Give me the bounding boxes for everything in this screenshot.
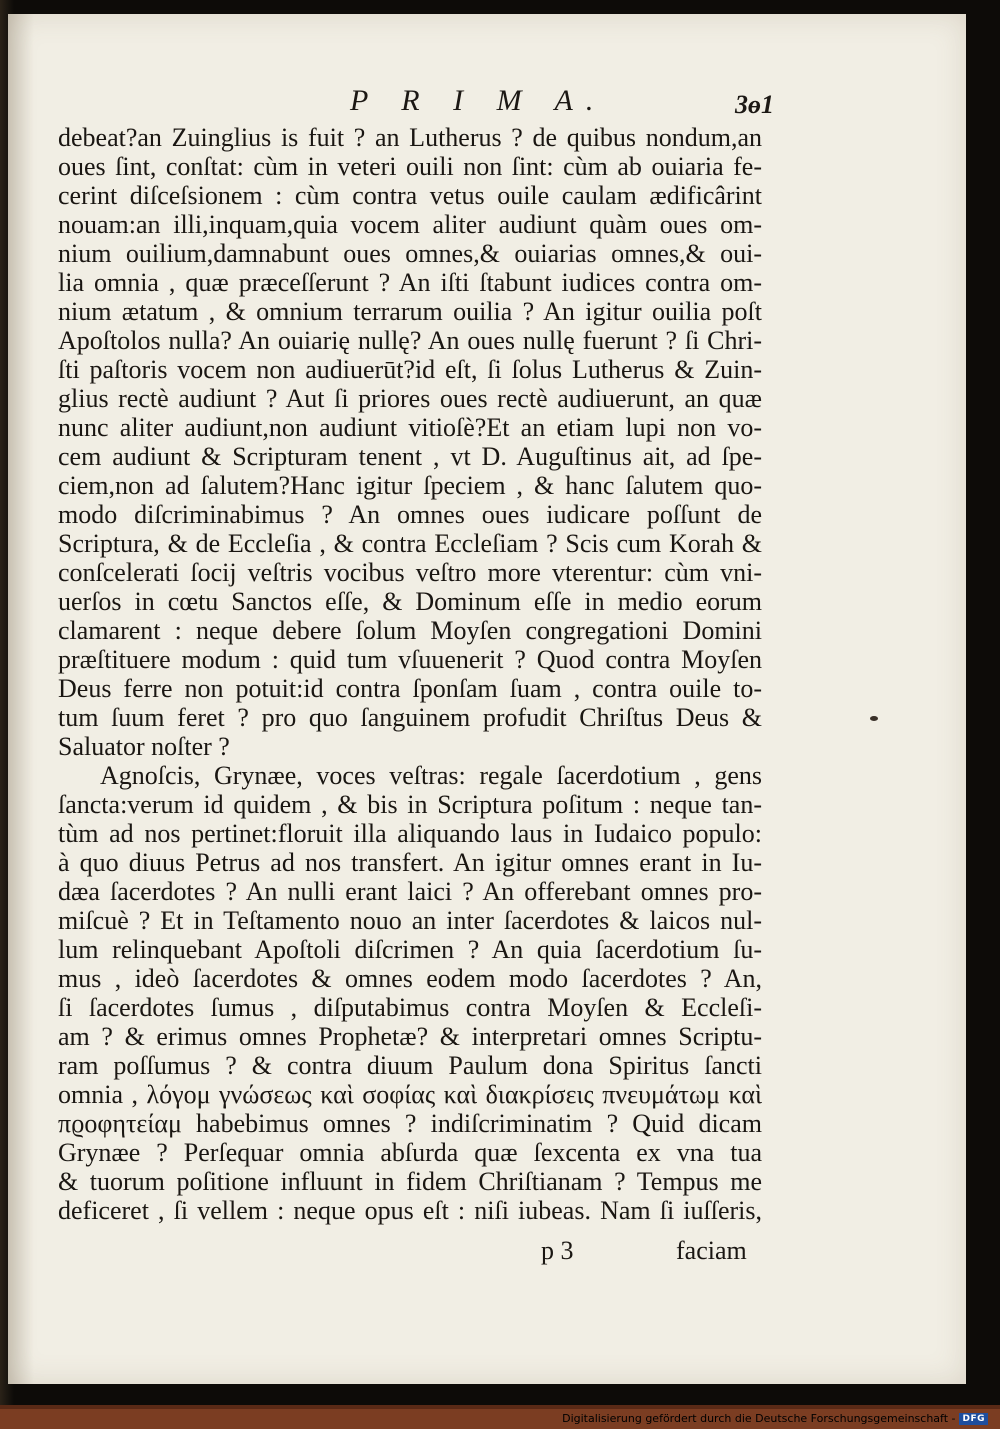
text-line: ſti paſtoris vocem non audiuerūt?id eſt, ſi ſolus Lutherus & Zuin- xyxy=(58,355,762,384)
ink-spot xyxy=(870,716,878,721)
running-head: P R I M A. xyxy=(350,84,607,117)
text-line: dæa ſacerdotes ? An nulli erant laici ? An offerebant omnes pro- xyxy=(58,877,762,906)
text-line: modo diſcriminabimus ? An omnes oues iudicare poſſunt de xyxy=(58,500,762,529)
text-line: oues ſint, conſtat: cùm in veteri ouili non ſint: cùm ab ouiaria fe- xyxy=(58,152,762,181)
text-line: ram poſſumus ? & contra diuum Paulum dona Spiritus ſancti xyxy=(58,1051,762,1080)
text-line: miſcuè ? Et in Teſtamento nouo an inter ſacerdotes & laicos nul- xyxy=(58,906,762,935)
text-line: glius rectè audiunt ? Aut ſi priores oues rectè audiuerunt, an quæ xyxy=(58,384,762,413)
body-text xyxy=(58,123,762,1225)
text-line: Scriptura, & de Eccleſia , & contra Eccleſiam ? Scis cum Korah & xyxy=(58,529,762,558)
catchword: faciam xyxy=(676,1236,747,1265)
text-line: nouam:an illi,inquam,quia vocem aliter audiunt quàm oues om- xyxy=(58,210,762,239)
text-line: ciem,non ad ſalutem?Hanc igitur ſpeciem , & hanc ſalutem quo- xyxy=(58,471,762,500)
paragraph-end-line: Saluator noſter ? xyxy=(58,732,230,761)
text-line: mus , ideò ſacerdotes & omnes eodem modo ſacerdotes ? An, xyxy=(58,964,762,993)
text-line: Apoſtolos nulla? An ouiarię nullę? An oues nullę fuerunt ? ſi Chri- xyxy=(58,326,762,355)
text-line: Deus ferre non potuit:id contra ſponſam ſuam , contra ouile to- xyxy=(58,674,762,703)
text-line: ſi ſacerdotes ſumus , diſputabimus contra Moyſen & Eccleſi- xyxy=(58,993,762,1022)
text-line: uerſos in cœtu Sanctos eſſe, & Dominum eſſe in medio eorum xyxy=(58,587,762,616)
text-line: deficeret , ſi vellem : neque opus eſt : niſi iubeas. Nam ſi iuſſeris, xyxy=(58,1196,762,1225)
text-line: nium ouilium,damnabunt oues omnes,& ouiarias omnes,& oui- xyxy=(58,239,762,268)
text-line: tum ſuum feret ? pro quo ſanguinem profudit Chriſtus Deus & xyxy=(58,703,762,732)
text-line: præſtituere modum : quid tum vſuuenerit ? Quod contra Moyſen xyxy=(58,645,762,674)
text-line: cerint diſceſsionem : cùm contra vetus ouile caulam ædificârint xyxy=(58,181,762,210)
text-line: cem audiunt & Scripturam tenent , vt D. Auguſtinus ait, ad ſpe- xyxy=(58,442,762,471)
text-line: clamarent : neque debere ſolum Moyſen congregationi Domini xyxy=(58,616,762,645)
dfg-logo: DFG xyxy=(959,1413,988,1425)
text-line: am ? & erimus omnes Prophetæ? & interpretari omnes Scriptu- xyxy=(58,1022,762,1051)
text-line: debeat?an Zuinglius is fuit ? an Lutherus ? de quibus nondum,an xyxy=(58,123,762,152)
greek-text-line: omnia , λόγομ γνώσεως καὶ σοφίας καὶ διακρίσεις πνευμάτωμ καὶ xyxy=(58,1080,762,1109)
text-line: tùm ad nos pertinet:floruit illa aliquando laus in Iudaico populo: xyxy=(58,819,762,848)
paragraph-start-line: Agnoſcis, Grynæe, voces veſtras: regale ſacerdotium , gens xyxy=(100,761,762,790)
signature-mark: p 3 xyxy=(541,1236,574,1265)
text-line: conſcelerati ſocij veſtris vocibus veſtro more vterentur: cùm vni- xyxy=(58,558,762,587)
text-line: nium ætatum , & omnium terrarum ouilia ? An igitur ouilia poſt xyxy=(58,297,762,326)
page-number: 3ɵ1 xyxy=(735,90,774,119)
text-line: à quo diuus Petrus ad nos transfert. An igitur omnes erant in Iu- xyxy=(58,848,762,877)
digitization-credit xyxy=(562,1412,988,1425)
text-line: & tuorum poſitione influunt in fidem Chriſtianam ? Tempus me xyxy=(58,1167,762,1196)
greek-text-line: πϱοφητείαμ habebimus omnes ? indiſcriminatim ? Quid dicam xyxy=(58,1109,762,1138)
text-line: lia omnia , quæ præceſſerunt ? An iſti ſtabunt iudices contra om- xyxy=(58,268,762,297)
credit-text: Digitalisierung gefördert durch die Deutsche Forschungsgemeinschaft - xyxy=(562,1412,956,1425)
text-line: ſancta:verum id quidem , & bis in Scriptura poſitum : neque tan- xyxy=(58,790,762,819)
text-line: nunc aliter audiunt,non audiunt vitioſè?Et an etiam lupi non vo- xyxy=(58,413,762,442)
text-line: Grynæe ? Perſequar omnia abſurda quæ ſexcenta ex vna tua xyxy=(58,1138,762,1167)
text-line: lum relinquebant Apoſtoli diſcrimen ? An quia ſacerdotium ſu- xyxy=(58,935,762,964)
